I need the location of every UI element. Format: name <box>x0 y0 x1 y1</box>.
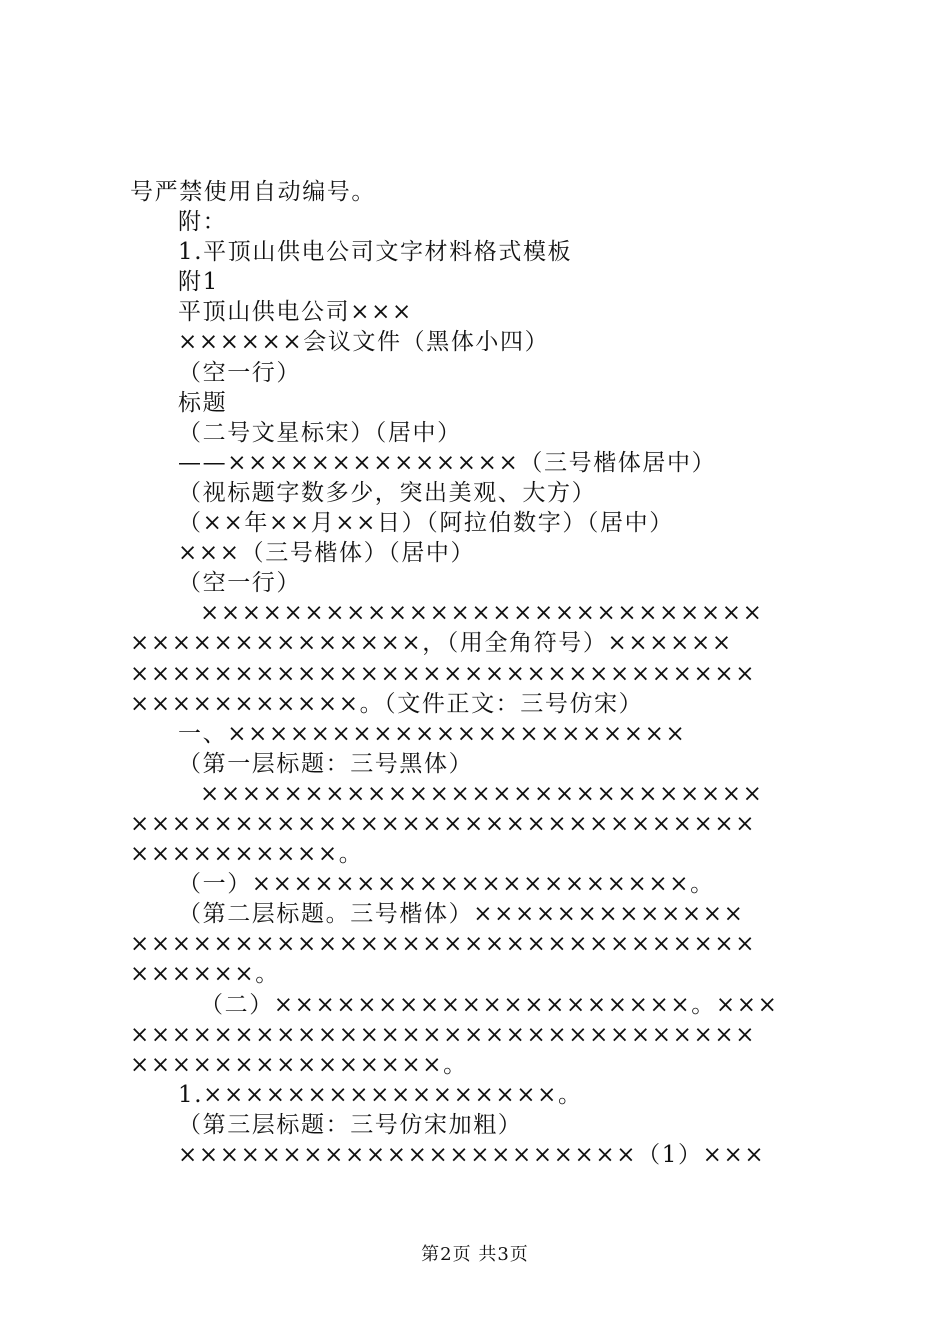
body-line: （××年××月××日）（阿拉伯数字）（居中） <box>178 510 674 537</box>
body-line: ××××××××××××××××××××××××××× <box>200 780 764 807</box>
body-line: ××××××××××××××××××××××（1）××× <box>178 1142 766 1168</box>
body-line: 1.×××××××××××××××××。 <box>178 1081 583 1108</box>
body-line: （空一行） <box>178 359 301 386</box>
page-footer <box>0 1244 950 1266</box>
body-line: ××××××××××××××××××××××××××× <box>200 600 764 627</box>
body-line: ×××××××××××××××××××××××××××××× <box>130 931 757 958</box>
body-line: 平顶山供电公司××× <box>178 299 413 326</box>
page-number: 第2页 共3页 <box>421 1244 529 1265</box>
body-line: （第三层标题：三号仿宋加粗） <box>178 1111 523 1138</box>
body-line: 号严禁使用自动编号。 <box>130 179 376 205</box>
body-line: （视标题字数多少，突出美观、大方） <box>178 479 597 506</box>
body-line: ×××××××××××××××。 <box>130 1051 468 1078</box>
body-line: ××××××××××××××，（用全角符号）×××××× <box>130 630 733 657</box>
body-line: ×××××××××××××××××××××××××××××× <box>130 1021 757 1048</box>
body-line: （二号文星标宋）（居中） <box>178 419 462 446</box>
body-line: 1.平顶山供电公司文字材料格式模板 <box>178 239 573 266</box>
body-line: ×××（三号楷体）（居中） <box>178 540 476 567</box>
body-line: （空一行） <box>178 570 301 597</box>
body-line: 标题 <box>178 389 228 416</box>
body-line: 附： <box>178 209 228 236</box>
body-line: ——××××××××××××××（三号楷体居中） <box>178 449 717 476</box>
body-line: ×××××××××××。（文件正文：三号仿宋） <box>130 690 644 717</box>
body-line: ×××××××××××××××××××××××××××××× <box>130 810 757 837</box>
document-body <box>130 177 830 1170</box>
body-line: ××××××。 <box>130 961 280 988</box>
body-line: （第二层标题。三号楷体）××××××××××××× <box>178 901 745 928</box>
body-line: 一、×××××××××××××××××××××× <box>178 720 687 747</box>
body-line: （第一层标题：三号黑体） <box>178 750 474 777</box>
body-line: ××××××××××。 <box>130 841 364 868</box>
body-line: ×××××××××××××××××××××××××××××× <box>130 660 757 687</box>
body-line: 附1 <box>178 269 219 296</box>
body-line: （二）××××××××××××××××××××。××× <box>200 991 779 1018</box>
body-line: （一）×××××××××××××××××××××。 <box>178 871 715 898</box>
body-line: ××××××会议文件（黑体小四） <box>178 329 550 356</box>
